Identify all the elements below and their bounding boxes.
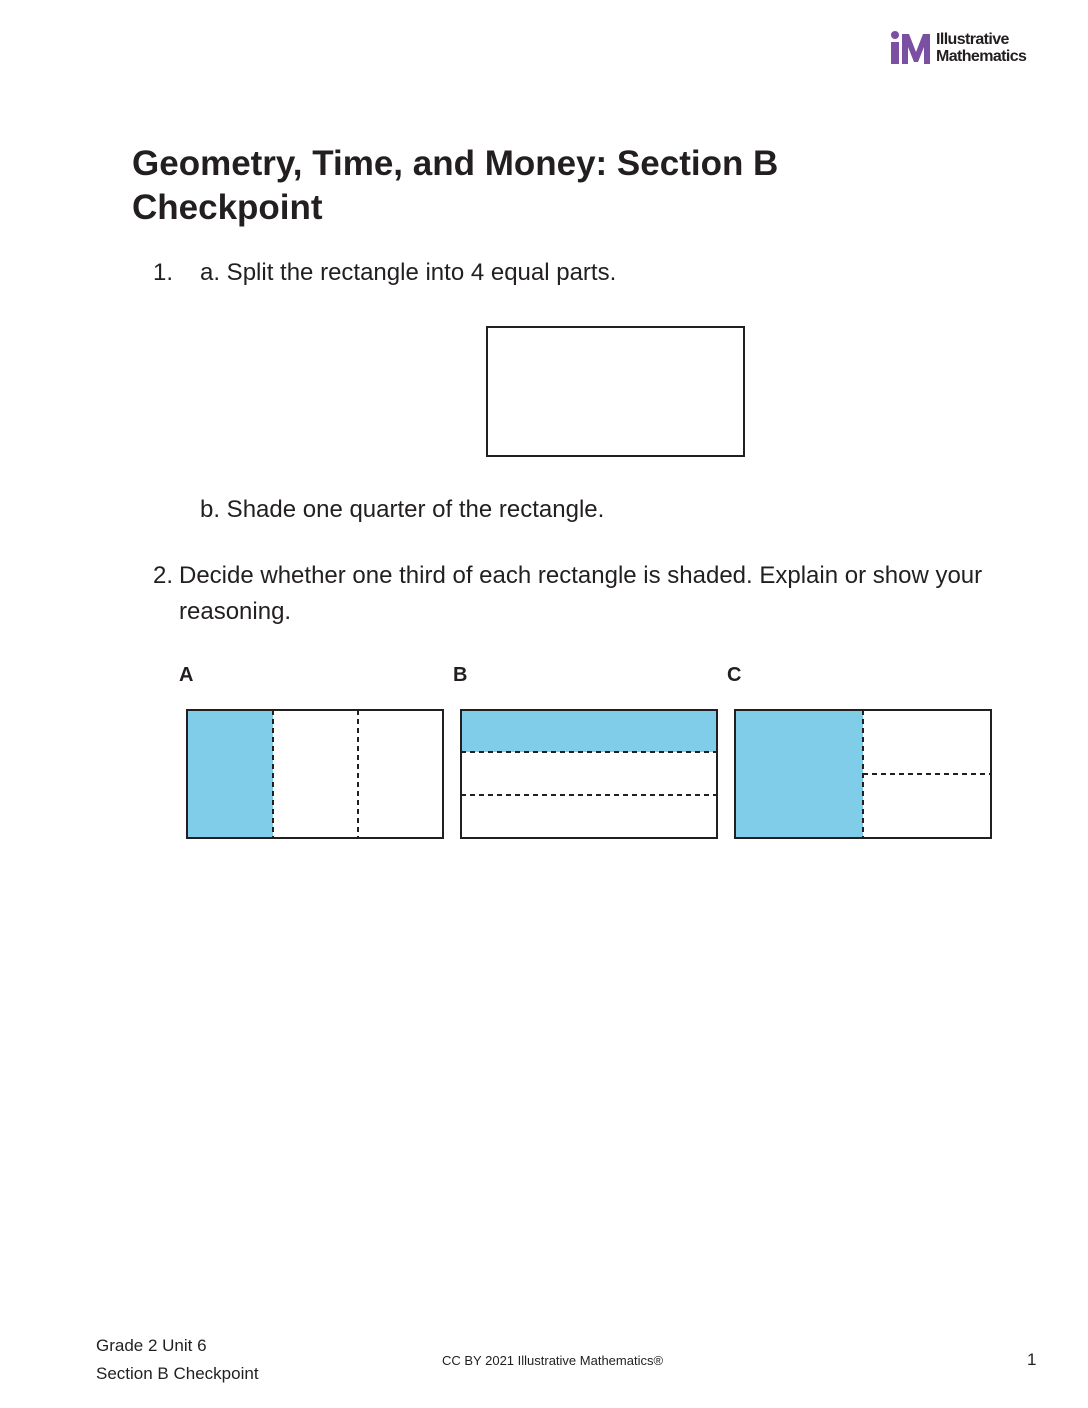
figure-b-rectangle — [460, 709, 718, 839]
footer-grade-unit: Grade 2 Unit 6 — [96, 1336, 207, 1355]
figure-a-rectangle — [186, 709, 444, 839]
figure-c-rectangle — [734, 709, 992, 839]
figure-a-shaded-part — [187, 710, 273, 838]
figure-b-shaded-part — [461, 710, 717, 752]
blank-rectangle[interactable] — [486, 326, 745, 457]
page-title: Geometry, Time, and Money: Section B Checkpoint — [132, 144, 779, 227]
figure-c-shaded-part — [735, 710, 863, 838]
question-2-number: 2. — [153, 562, 174, 589]
logo-line-1: Illustrative — [936, 31, 1009, 48]
question-1a-text: a. Split the rectangle into 4 equal parts. — [200, 259, 617, 286]
question-1b-text: b. Shade one quarter of the rectangle. — [200, 496, 605, 523]
illustrative-mathematics-logo — [888, 30, 1048, 70]
footer-section: Section B Checkpoint — [96, 1364, 259, 1383]
logo-wordmark — [936, 31, 1026, 65]
figure-c-label: C — [727, 664, 742, 686]
figure-a-label: A — [179, 664, 194, 686]
footer-copyright: CC BY 2021 Illustrative Mathematics® — [442, 1353, 664, 1368]
question-1-number: 1. — [153, 259, 174, 286]
logo-line-2: Mathematics — [936, 48, 1027, 65]
figure-b-label: B — [453, 664, 468, 686]
question-2-text: Decide whether one third of each rectangle is shaded. Explain or show your reasoning. — [179, 562, 983, 625]
im-logo-icon — [888, 30, 932, 66]
page-number: 1 — [1027, 1350, 1037, 1369]
